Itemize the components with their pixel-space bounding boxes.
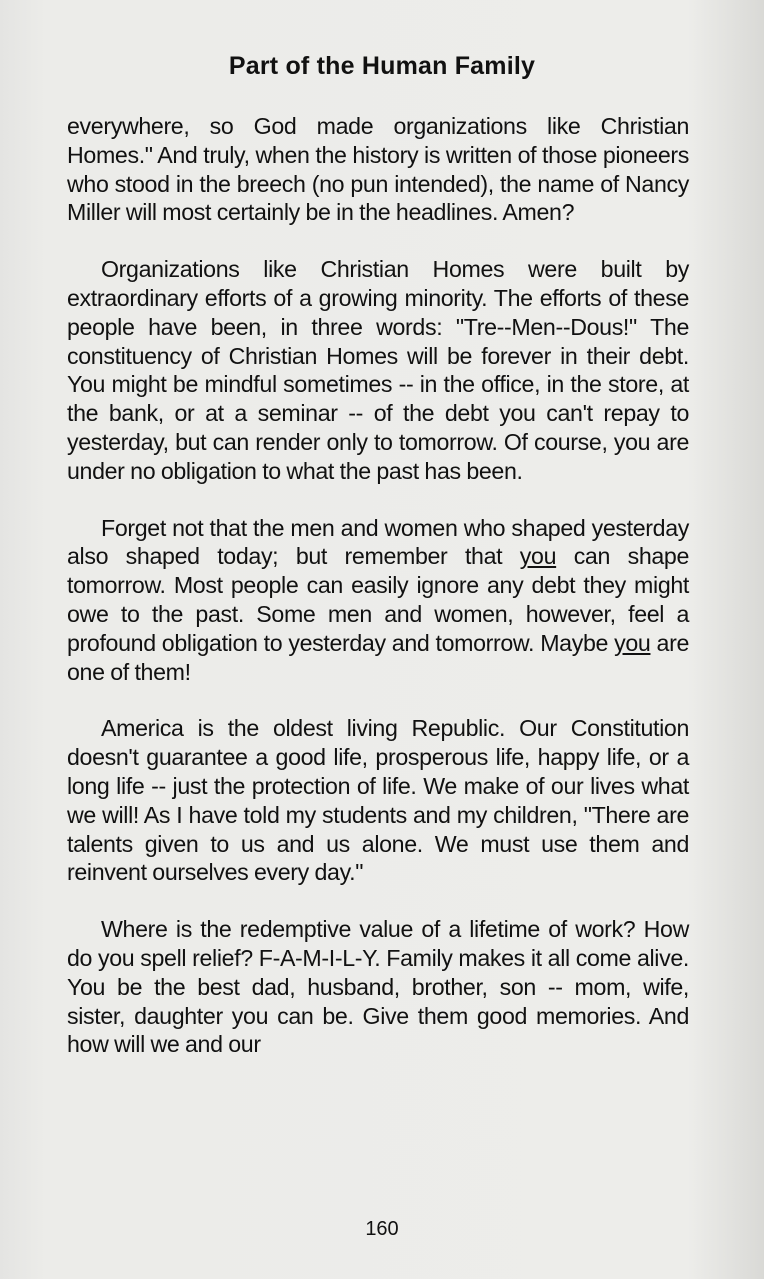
underlined-you-1: you bbox=[519, 543, 557, 570]
page-title: Part of the Human Family bbox=[228, 52, 536, 80]
underlined-you-2: you bbox=[614, 629, 651, 656]
paragraph-3 bbox=[67, 514, 689, 687]
paragraph-1: everywhere, so God made organizations like Christian Homes." And truly, when the history is written of those pioneers who stood in the breech (no pun intended), the name of Nancy Miller will most certainly be in the headlines. Amen? bbox=[67, 113, 689, 226]
paragraph-4: America is the oldest living Republic. Our Constitution doesn't guarantee a good life, prosperous life, happy life, or a long life -- just the protection of life. We make of our lives what we will! As I have told my students and my children, "There are talents given to us and us alone. We must use them and reinvent ourselves every day." bbox=[67, 715, 689, 886]
body-text bbox=[67, 112, 689, 1087]
paragraph-3-part-3: are one of them! bbox=[67, 629, 689, 685]
paragraph-3-part-2: can shape tomorrow. Most people can easily ignore any debt they might owe to the past. Some men and women, however, feel a profound obligation to yesterday and tomorrow. Maybe bbox=[67, 543, 690, 656]
paragraph-5: Where is the redemptive value of a lifetime of work? How do you spell relief? F-A-M-I-L-Y. Family makes it all come alive. You be the best dad, husband, brother, son -- mom, wife, sister, daughter you can be. Give them good memories. And how will we and our bbox=[67, 916, 689, 1058]
paragraph-3-part-1: Forget not that the men and women who shaped yesterday also shaped today; but remember that bbox=[67, 514, 689, 570]
paragraph-2: Organizations like Christian Homes were built by extraordinary efforts of a growing minority. The efforts of these people have been, in three words: "Tre--Men--Dous!" The constituency of Christian Homes will be forever in their debt. You might be mindful sometimes -- in the office, in the store, at the bank, or at a seminar -- of the debt you can't repay to yesterday, but can render only to tomorrow. Of course, you are under no obligation to what the past has been. bbox=[67, 256, 689, 484]
page-number: 160 bbox=[365, 1218, 399, 1240]
